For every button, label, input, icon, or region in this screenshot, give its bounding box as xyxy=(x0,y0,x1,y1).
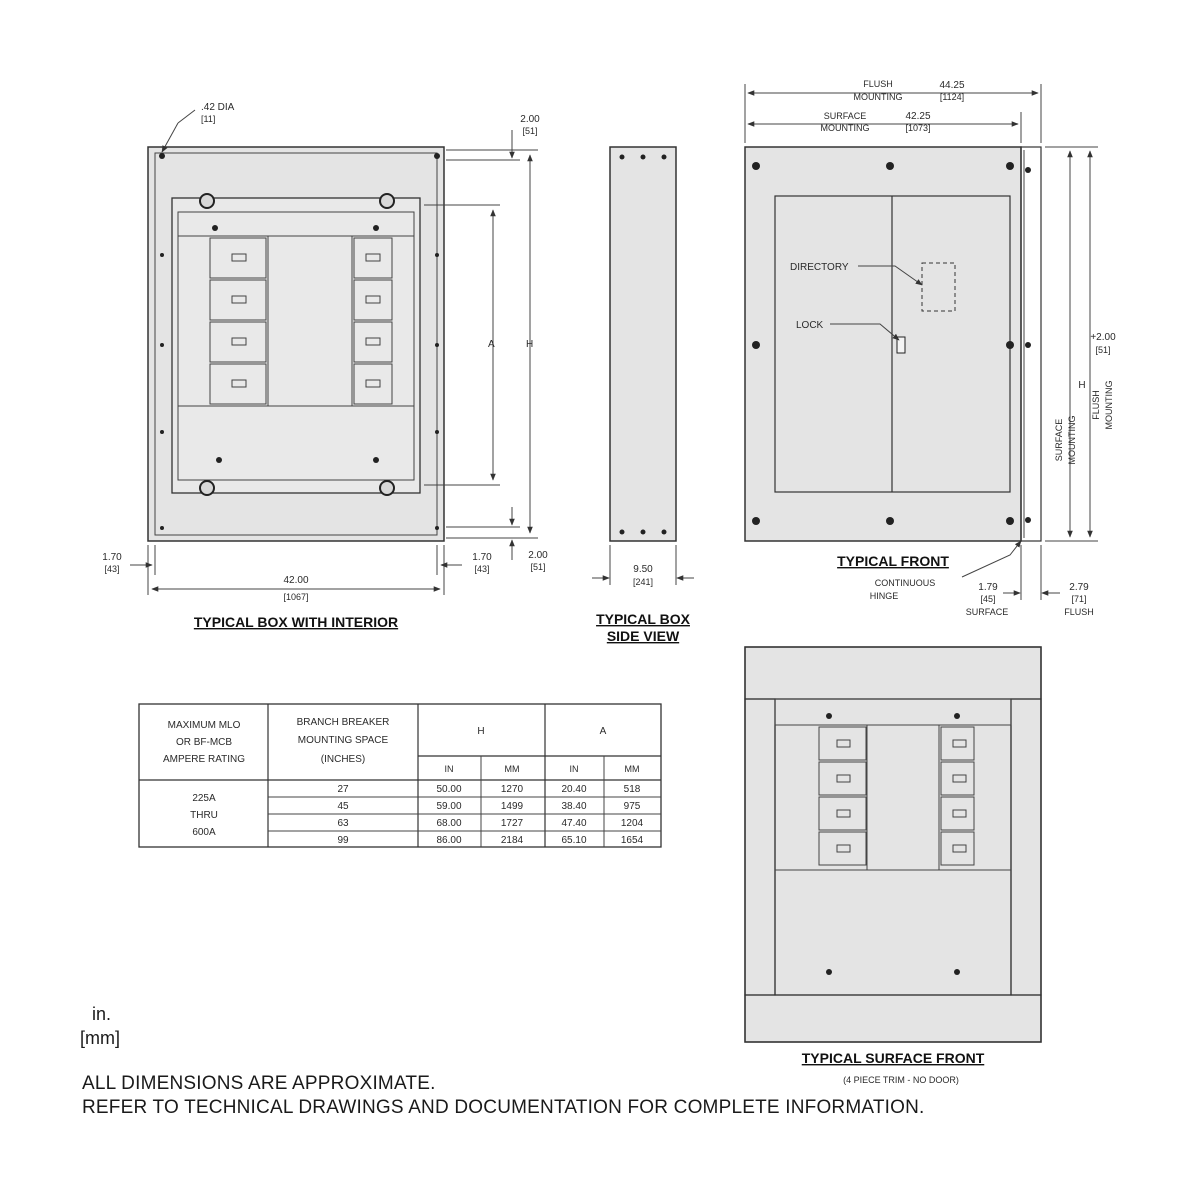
svg-text:47.40: 47.40 xyxy=(561,818,587,829)
svg-text:27: 27 xyxy=(337,784,349,795)
mounting-hole xyxy=(160,526,164,530)
header-h: H xyxy=(477,726,485,737)
note-reference: REFER TO TECHNICAL DRAWINGS AND DOCUMENTATION FOR COMPLETE INFORMATION. xyxy=(82,1097,925,1118)
view-surface-front xyxy=(745,647,1041,1085)
directory-label: DIRECTORY xyxy=(790,262,849,273)
surface-front-subtitle: (4 PIECE TRIM - NO DOOR) xyxy=(843,1075,959,1085)
side-flush-mounting-1: FLUSH xyxy=(1091,390,1101,420)
svg-text:20.40: 20.40 xyxy=(561,784,587,795)
width-dim-label: 42.00 xyxy=(283,575,309,586)
flush-dim: 44.25 xyxy=(939,80,965,91)
sub-h-in: IN xyxy=(444,764,454,774)
side-view-title-1: TYPICAL BOX xyxy=(596,611,690,627)
right-dim-mm: [43] xyxy=(474,564,490,574)
depth-dim-label: 9.50 xyxy=(633,564,653,575)
right-dim-label: 1.70 xyxy=(472,552,492,563)
sub-a-mm: MM xyxy=(624,764,640,774)
header-rating-2: OR BF-MCB xyxy=(175,737,233,748)
box-interior-title: TYPICAL BOX WITH INTERIOR xyxy=(193,614,399,630)
left-dim-mm: [43] xyxy=(104,564,120,574)
svg-text:68.00: 68.00 xyxy=(436,818,462,829)
top-dim-mm: [51] xyxy=(522,126,538,136)
flush-mounting-label-2: MOUNTING xyxy=(853,92,903,102)
svg-text:1204: 1204 xyxy=(620,818,644,829)
svg-text:1727: 1727 xyxy=(500,818,524,829)
flush-depth-dim-mm: [71] xyxy=(1071,594,1087,604)
label-a: A xyxy=(488,339,495,350)
svg-text:1270: 1270 xyxy=(500,784,524,795)
svg-text:50.00: 50.00 xyxy=(436,784,462,795)
surface-trim-outer xyxy=(745,647,1041,1042)
hinge-label-1: CONTINUOUS xyxy=(874,578,936,588)
bottom-dim-mm: [51] xyxy=(530,562,546,572)
front-title: TYPICAL FRONT xyxy=(837,553,949,569)
svg-text:99: 99 xyxy=(337,835,349,846)
mounting-hole xyxy=(435,526,439,530)
lock-label: LOCK xyxy=(796,320,824,331)
mounting-hole xyxy=(434,153,440,159)
surface-mounting-label-2: MOUNTING xyxy=(820,123,870,133)
width-dim-mm: [1067] xyxy=(283,592,309,602)
svg-text:65.10: 65.10 xyxy=(561,835,587,846)
header-space-2: MOUNTING SPACE xyxy=(297,735,389,746)
height-plus-dim-mm: [51] xyxy=(1095,345,1111,355)
svg-text:38.40: 38.40 xyxy=(561,801,587,812)
interior-frame xyxy=(172,198,420,493)
surface-mounting-label-1: SURFACE xyxy=(823,111,867,121)
header-rating-3: AMPERE RATING xyxy=(162,754,246,765)
svg-text:86.00: 86.00 xyxy=(436,835,462,846)
header-rating-1: MAXIMUM MLO xyxy=(167,720,241,731)
units-millimeters: [mm] xyxy=(80,1028,120,1048)
surface-depth-dim-mm: [45] xyxy=(980,594,996,604)
header-space-3: (INCHES) xyxy=(320,754,366,765)
view-side xyxy=(592,147,694,644)
dimension-table xyxy=(139,704,661,847)
surface-depth-label: SURFACE xyxy=(965,607,1009,617)
top-dim-label: 2.00 xyxy=(520,114,540,125)
front-trim xyxy=(745,147,1021,541)
flush-depth-dim: 2.79 xyxy=(1069,582,1089,593)
note-approximate: ALL DIMENSIONS ARE APPROXIMATE. xyxy=(82,1073,436,1094)
height-plus-dim: +2.00 xyxy=(1090,332,1116,343)
side-box xyxy=(610,147,676,541)
side-surface-mounting-2: MOUNTING xyxy=(1067,415,1077,465)
mounting-hole xyxy=(159,153,165,159)
left-dim-label: 1.70 xyxy=(102,552,122,563)
view-box-with-interior xyxy=(102,102,548,630)
surface-dim: 42.25 xyxy=(905,111,931,122)
label-h: H xyxy=(526,339,534,350)
header-a: A xyxy=(599,726,607,737)
svg-text:2184: 2184 xyxy=(500,835,524,846)
depth-dim-mm: [241] xyxy=(632,577,654,587)
flush-depth-label: FLUSH xyxy=(1064,607,1094,617)
hole-dia-mm: [11] xyxy=(201,114,216,124)
surface-depth-dim: 1.79 xyxy=(978,582,998,593)
flush-mounting-label-1: FLUSH xyxy=(863,79,893,89)
rating-line-2: THRU xyxy=(190,810,218,821)
svg-text:45: 45 xyxy=(337,801,349,812)
hole-dia-label: .42 DIA xyxy=(201,102,235,113)
sub-h-mm: MM xyxy=(504,764,520,774)
svg-text:63: 63 xyxy=(337,818,349,829)
rating-line-3: 600A xyxy=(192,827,216,838)
svg-text:1499: 1499 xyxy=(500,801,524,812)
side-surface-mounting-1: SURFACE xyxy=(1054,418,1064,462)
sub-a-in: IN xyxy=(569,764,579,774)
svg-text:59.00: 59.00 xyxy=(436,801,462,812)
svg-text:1654: 1654 xyxy=(620,835,644,846)
side-h-label: H xyxy=(1078,380,1086,391)
header-space-1: BRANCH BREAKER xyxy=(296,717,390,728)
view-front xyxy=(745,79,1116,617)
svg-text:518: 518 xyxy=(623,784,641,795)
surface-front-title: TYPICAL SURFACE FRONT xyxy=(801,1050,985,1066)
flush-dim-mm: [1124] xyxy=(939,92,965,102)
surface-dim-mm: [1073] xyxy=(905,123,931,133)
svg-text:975: 975 xyxy=(623,801,641,812)
rating-line-1: 225A xyxy=(192,793,216,804)
side-flush-mounting-2: MOUNTING xyxy=(1104,380,1114,430)
side-view-title-2: SIDE VIEW xyxy=(606,628,680,644)
units-inches: in. xyxy=(92,1004,112,1024)
bottom-dim-label: 2.00 xyxy=(528,550,548,561)
hinge-label-2: HINGE xyxy=(869,591,899,601)
